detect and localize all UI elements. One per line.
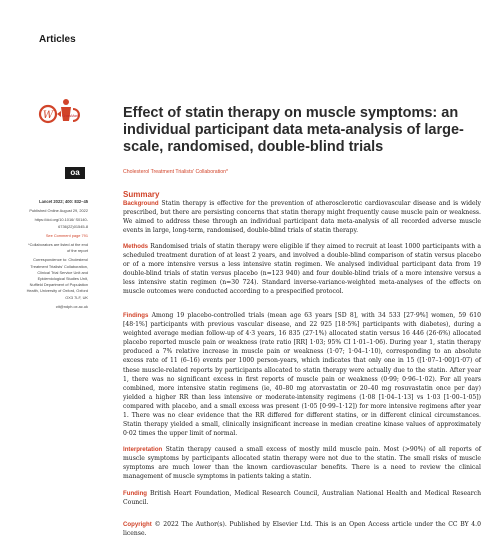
summary-heading: Summary	[123, 190, 160, 199]
journal-logo	[36, 97, 86, 129]
open-access-badge: oa	[65, 167, 85, 179]
findings-paragraph	[123, 311, 481, 438]
copyright-paragraph	[123, 520, 481, 538]
background-paragraph	[123, 199, 481, 235]
findings-lead: Findings	[123, 312, 149, 319]
background-text: Statin therapy is effective for the prevention of atherosclerotic cardiovascular disease and is widely prescribed, but there are persisting concerns that statin therapy might frequently cause muscle pain or weakness. We aimed to address these through an individual participant data meta-analysis of all recorded adverse muscle events in large, long-term, randomised, double-blind trials of statin therapy.	[123, 200, 481, 235]
section-label: Articles	[39, 34, 76, 45]
methods-paragraph	[123, 242, 481, 297]
findings-text: Among 19 placebo-controlled trials (mean age 63 years [SD 8], with 34 533 [27·9%] women, 59 610 [48·1%] participants with previous vascular disease, and 22 925 [18·5%] participants with diabetes), during a weighted average median follow-up of 4·3 years, 16 835 (27·1%) allocated statin versus 16 446 (26·6%) allocated placebo reported muscle pain or weakness (rate ratio [RR] 1·03; 95% CI 1·01–1·06). During year 1, statin therapy produced a 7% relative increase in muscle pain or weakness (1·07; 1·04–1·10), corresponding to an absolute excess rate of 11 (6–16) events per 1000 person-years, which indicates that only one in 15 ([1·07–1·00]/1·07) of these muscle-related reports by participants allocated to statin therapy were actually due to the statin. After year 1, there was no significant excess in first reports of muscle pain or weakness (0·99; 0·96–1·02). For all years combined, more intensive statin regimens (ie, 40–80 mg atorvastatin or 20–40 mg rosuvastatin once per day) yielded a higher RR than less intensive or moderate-intensity regimens (1·08 [1·04–1·13] vs 1·03 [1·00–1·05]) compared with placebo, and a small excess was present (1·05 [0·99–1·12]) for more intensive regimens after year 1. There was no clear evidence that the RR differed for different statins, or in different clinical circumstances. Statin therapy yielded a small, clinically insignificant increase in median creatine kinase values of approximately 0·02 times the upper limit of normal.	[123, 312, 481, 438]
interpretation-text: Statin therapy caused a small excess of mostly mild muscle pain. Most (>90%) of all reports of muscle symptoms by participants allocated statin therapy were not due to the statin. The small risks of muscle symptoms are much lower than the known cardiovascular benefits. There is a need to review the clinical management of muscle symptoms in patients taking a statin.	[123, 446, 481, 481]
funding-text: British Heart Foundation, Medical Research Council, Australian National Health and Medical Research Council.	[123, 490, 481, 507]
copyright-text: © 2022 The Author(s). Published by Elsevier Ltd. This is an Open Access article under the CC BY 4.0 license.	[123, 521, 481, 538]
correspondence: Correspondence to: Cholesterol Treatment Trialists' Collaboration, Clinical Trial Service Unit and Epidemiological Studies Unit, Nuffield Department of Population Health, University of Oxford, Oxford OX3 7LF, UK	[26, 257, 88, 300]
funding-lead: Funding	[123, 490, 148, 497]
article-title: Effect of statin therapy on muscle symptoms: an individual participant data meta-analysis of large-scale, randomised, double-blind trials	[123, 105, 464, 155]
methods-text: Randomised trials of statin therapy were eligible if they aimed to recruit at least 1000 participants with a scheduled treatment duration of at least 2 years, and involved a double-blind comparison of statin versus placebo or of a more intensive versus a less intensive statin regimen. We analysed individual participant data from 19 double-blind trials of statin versus placebo (n=123 940) and four double-blind trials of a more intensive versus a less intensive statin regimen (n=30 724). Standard inverse-variance-weighted meta-analyses of the effects on muscle outcomes were conducted according to a prespecified protocol.	[123, 243, 481, 296]
interpretation-paragraph	[123, 445, 481, 481]
crossmark-icon[interactable]: CrossMark	[62, 114, 79, 118]
journal-reference: Lancet 2022; 400: 832–45	[39, 199, 88, 204]
collaborator-note: *Collaborators are listed at the end of the report	[28, 242, 88, 254]
sidebar-metadata	[24, 199, 88, 313]
authors[interactable]: Cholesterol Treatment Trialists' Collaboration*	[123, 169, 229, 175]
ch-logo-icon	[38, 97, 82, 125]
copyright-lead: Copyright	[123, 521, 152, 528]
interpretation-lead: Interpretation	[123, 446, 163, 453]
funding-paragraph	[123, 489, 481, 507]
published-date: Published Online August 29, 2022	[29, 208, 88, 214]
doi-link[interactable]: https://doi.org/10.1016/ S0140-6736(22)01545-8	[34, 217, 88, 229]
background-lead: Background	[123, 200, 159, 207]
svg-text:W: W	[42, 110, 54, 121]
comment-link[interactable]: See Comment page 791	[45, 232, 88, 238]
email-link[interactable]: ctt@ndph.ox.ac.uk	[55, 303, 88, 309]
methods-lead: Methods	[123, 243, 149, 250]
